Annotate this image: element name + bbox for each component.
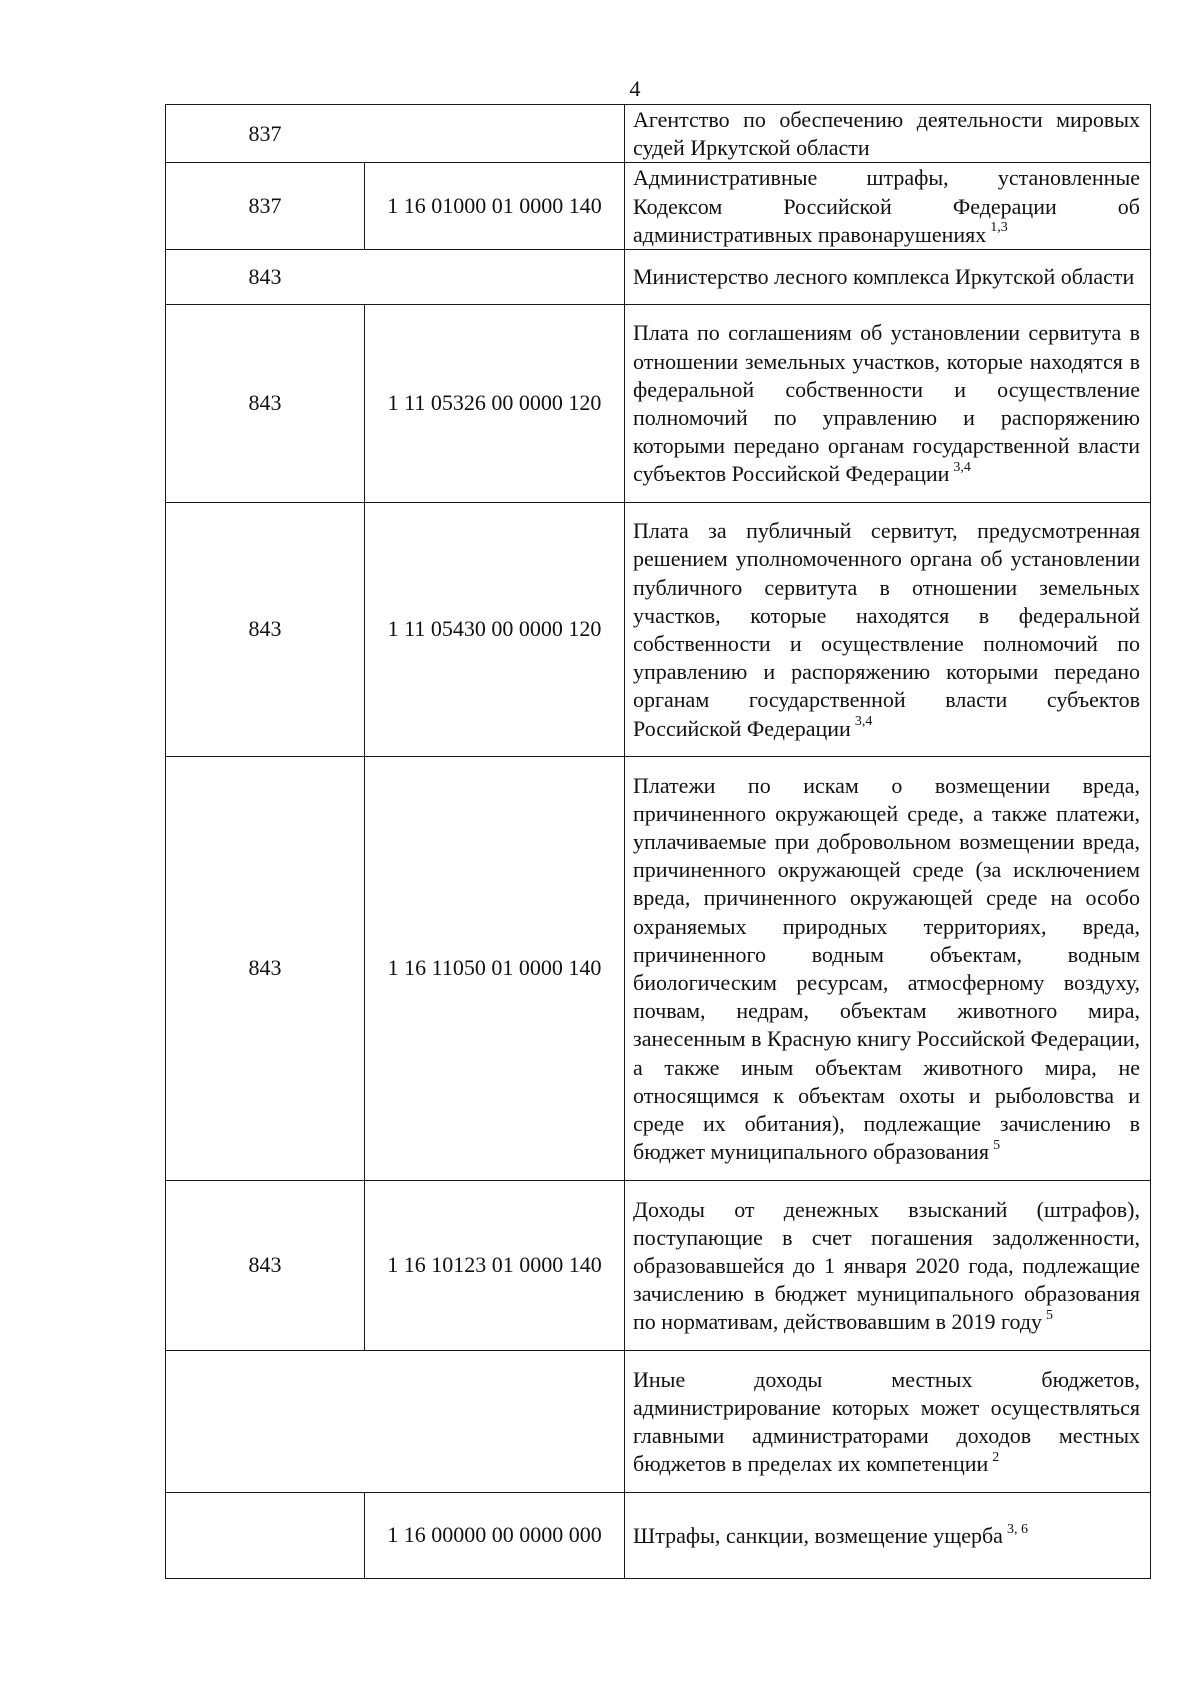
admin-code-cell (166, 1181, 365, 1351)
income-description: Плата по соглашениям об установлении сервитута в отношении земельных участков, которые находятся в федеральной собственности и осуществление полномочий по управлению и распоряжению которыми передано органам государственной власти субъектов Российской Федерации (633, 320, 1140, 487)
description-cell (625, 503, 1151, 757)
budget-code: 1 16 10123 01 0000 140 (387, 1252, 602, 1278)
admin-code: 843 (248, 1252, 282, 1278)
description-cell (625, 105, 1151, 163)
table-row (166, 1351, 1151, 1493)
table-row-admin-header (166, 105, 1151, 163)
footnote-ref: 1,3 (990, 220, 1008, 236)
income-description: Штрафы, санкции, возмещение ущерба (633, 1522, 1003, 1548)
budget-code-cell (365, 163, 625, 250)
budget-code: 1 11 05430 00 0000 120 (387, 616, 602, 642)
income-description: Административные штрафы, установленные Кодексом Российской Федерации об административных правонарушениях (633, 165, 1140, 247)
page-number: 4 (629, 76, 641, 101)
income-description: Доходы от денежных взысканий (штрафов), поступающие в счет погашения задолженности, образовавшейся до 1 января 2020 года, подлежащие зачислению в бюджет муниципального образования по нормативам, действовавшим в 2019 году (633, 1196, 1140, 1335)
table-row (166, 305, 1151, 503)
description-cell (625, 250, 1151, 305)
admin-code: 843 (248, 390, 282, 416)
empty-cell (166, 1493, 365, 1579)
footnote-ref: 3,4 (854, 714, 873, 730)
income-description: Агентство по обеспечению деятельности мировых судей Иркутской области (633, 107, 1140, 161)
income-description: Плата за публичный сервитут, предусмотренная решением уполномоченного органа об установлении публичного сервитута в отношении земельных участков, которые находятся в федеральной собственности и осуществление полномочий по управлению и распоряжению которыми передано органам государственной власти субъектов Российской Федерации (633, 518, 1140, 741)
budget-code: 1 16 01000 01 0000 140 (387, 193, 602, 219)
table-row (166, 503, 1151, 757)
description-cell (625, 163, 1151, 250)
description-cell (625, 1493, 1151, 1579)
budget-code-cell (365, 503, 625, 757)
footnote-ref: 3,4 (953, 460, 971, 476)
admin-code-cell (166, 250, 625, 305)
budget-code-cell (365, 305, 625, 503)
budget-code-cell (365, 1493, 625, 1579)
description-cell (625, 1351, 1151, 1493)
footnote-ref: 5 (1046, 1307, 1054, 1323)
budget-code: 1 16 00000 00 0000 000 (387, 1522, 602, 1548)
table-row (166, 163, 1151, 250)
admin-code-cell (166, 163, 365, 250)
table-row (166, 1493, 1151, 1579)
admin-code: 843 (248, 616, 282, 642)
description-cell (625, 1181, 1151, 1351)
income-description: Иные доходы местных бюджетов, администрирование которых может осуществляться главными администраторами доходов местных бюджетов в пределах их компетенции (633, 1366, 1140, 1477)
admin-code-cell (166, 503, 365, 757)
admin-code-cell (166, 105, 625, 163)
table-row (166, 757, 1151, 1181)
description-cell (625, 757, 1151, 1181)
admin-code-cell (166, 305, 365, 503)
admin-code: 837 (248, 120, 282, 146)
footnote-ref: 3, 6 (1006, 1521, 1028, 1537)
income-description: Платежи по искам о возмещении вреда, причиненного окружающей среде, а также платежи, уплачиваемые при добровольном возмещении вреда, причиненного окружающей среде (за исключением вреда, причиненного окружающей среде на особо охраняемых природных территориях, вреда, причиненного водным объектам, водным биологическим ресурсам, атмосферному воздуху, почвам, недрам, объектам животного мира, занесенным в Красную книгу Российской Федерации, а также иным объектам животного мира, не относящимся к объектам охоты и рыболовства и среде их обитания), подлежащие зачислению в бюджет муниципального образования (633, 772, 1140, 1165)
revenue-admin-table (165, 104, 1151, 1579)
table-row (166, 1181, 1151, 1351)
admin-code: 843 (248, 955, 282, 981)
budget-code-cell (365, 757, 625, 1181)
admin-code: 843 (248, 263, 282, 289)
description-cell (625, 305, 1151, 503)
table-row-admin-header (166, 250, 1151, 305)
admin-code-cell (166, 757, 365, 1181)
income-description: Министерство лесного комплекса Иркутской области (633, 264, 1135, 290)
budget-code: 1 16 11050 01 0000 140 (387, 955, 602, 981)
budget-code-cell (365, 1181, 625, 1351)
admin-code: 837 (248, 193, 282, 219)
budget-code: 1 11 05326 00 0000 120 (387, 390, 602, 416)
empty-cell (166, 1351, 625, 1493)
footnote-ref: 5 (993, 1137, 1001, 1153)
footnote-ref: 2 (992, 1449, 1000, 1465)
